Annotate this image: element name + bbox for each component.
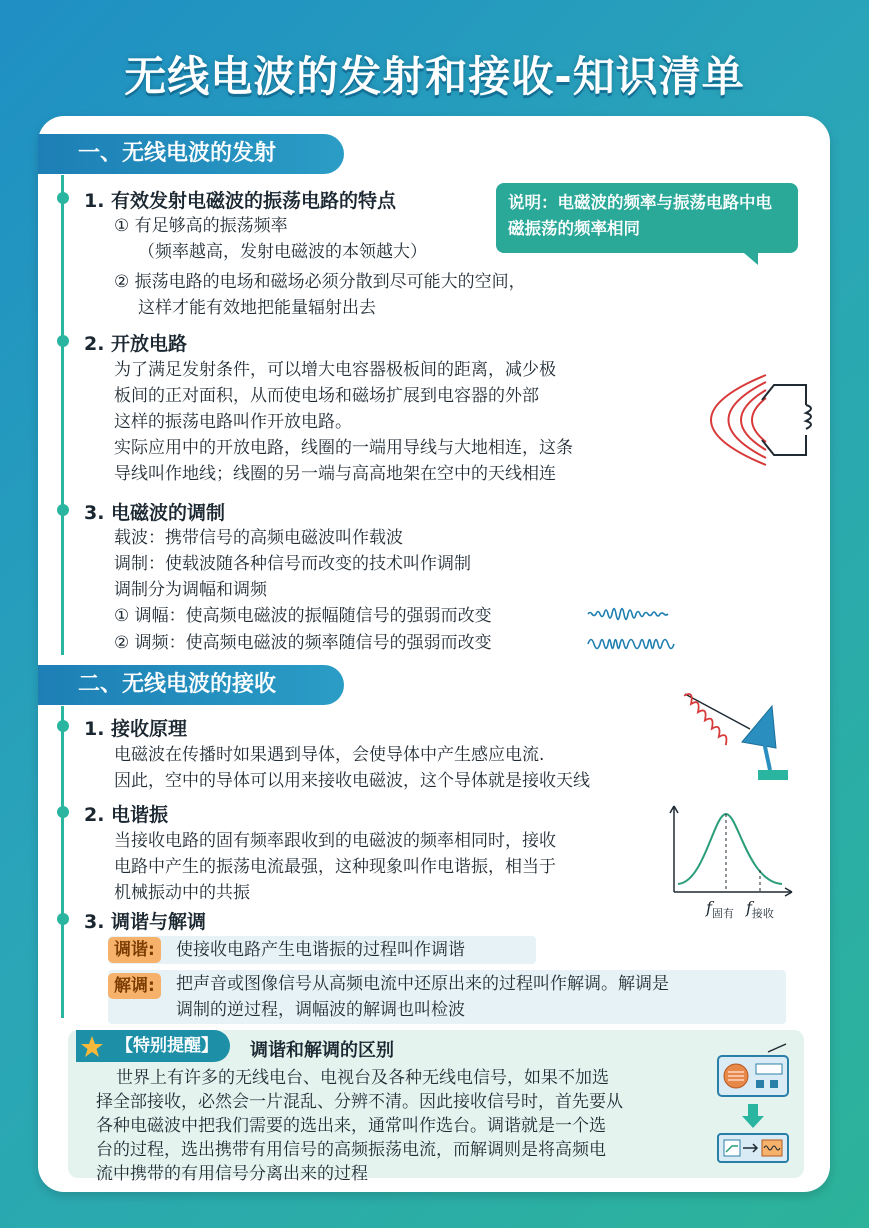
text-line: 电路中产生的振荡电流最强，这种现象叫作电谐振，相当于: [114, 857, 556, 877]
timeline-rail: [61, 175, 64, 655]
radio-tuning-illustration: [716, 1042, 792, 1166]
bullet-dot: [57, 806, 69, 818]
resonance-curve: [664, 804, 796, 894]
tip-text-line: 台的过程，选出携带有用信号的高频振荡电流，而解调则是将高频电: [96, 1140, 606, 1160]
antenna-illustration: [680, 684, 800, 788]
text-line: 机械振动中的共振: [114, 883, 250, 903]
bullet-dot: [57, 720, 69, 732]
page-title: 无线电波的发射和接收-知识清单: [124, 52, 745, 101]
text-line: 载波：携带信号的高频电磁波叫作载波: [114, 528, 403, 548]
tip-text-line: 择全部接收，必然会一片混乱、分辨不清。因此接收信号时，首先要从: [96, 1092, 623, 1112]
tag-demodulation: 解调:: [108, 973, 161, 999]
text-line: 因此，空中的导体可以用来接收电磁波，这个导体就是接收天线: [114, 771, 590, 791]
bullet-dot: [57, 192, 69, 204]
heading-resonance: 2. 电谐振: [84, 804, 169, 826]
text-line: 为了满足发射条件，可以增大电容器极板间的距离，减少极: [114, 360, 556, 380]
axis-label-f-natural: $f_{固有}$: [706, 898, 734, 921]
text-line: 这样才能有效地把能量辐射出去: [138, 298, 376, 318]
text-line: ① 调幅：使高频电磁波的振幅随信号的强弱而改变: [114, 606, 492, 626]
text-line: 把声音或图像信号从高频电流中还原出来的过程叫作解调。解调是: [176, 974, 669, 994]
am-fm-wave-icons: [588, 600, 672, 660]
heading-receive-principle: 1. 接收原理: [84, 718, 188, 740]
text-line: ① 有足够高的振荡频率: [114, 216, 288, 236]
special-reminder-tag: 【特别提醒】: [76, 1030, 230, 1062]
heading-oscillation-features: 1. 有效发射电磁波的振荡电路的特点: [84, 190, 397, 212]
note-callout: 说明：电磁波的频率与振荡电路中电磁振荡的频率相同: [496, 183, 798, 253]
text-line: 调制：使载波随各种信号而改变的技术叫作调制: [114, 554, 471, 574]
text-line: ② 调频：使高频电磁波的频率随信号的强弱而改变: [114, 633, 492, 653]
tip-text-line: 流中携带的有用信号分离出来的过程: [96, 1164, 368, 1184]
timeline-rail: [61, 706, 64, 1018]
text-line: 实际应用中的开放电路，线圈的一端用导线与大地相连，这条: [114, 438, 573, 458]
text-line: 当接收电路的固有频率跟收到的电磁波的频率相同时，接收: [114, 831, 556, 851]
heading-open-circuit: 2. 开放电路: [84, 333, 188, 355]
heading-tuning-demodulation: 3. 调谐与解调: [84, 911, 207, 933]
text-line: 电磁波在传播时如果遇到导体，会使导体中产生感应电流.: [114, 745, 545, 765]
bullet-dot: [57, 504, 69, 516]
text-line: 这样的振荡电路叫作开放电路。: [114, 412, 352, 432]
section-banner-receive: 二、无线电波的接收: [38, 665, 344, 705]
text-line: ② 振荡电路的电场和磁场必须分散到尽可能大的空间，: [114, 272, 526, 292]
tip-heading: 调谐和解调的区别: [250, 1040, 394, 1061]
text-line: 调制的逆过程，调幅波的解调也叫检波: [176, 1000, 465, 1020]
tip-text-line: 各种电磁波中把我们需要的选出来，通常叫作选台。调谐就是一个选: [96, 1116, 606, 1136]
text-line: 板间的正对面积，从而使电场和磁场扩展到电容器的外部: [114, 386, 539, 406]
bullet-dot: [57, 913, 69, 925]
open-circuit-illustration: [676, 360, 836, 480]
tag-tuning: 调谐:: [108, 937, 161, 963]
text-line: 使接收电路产生电谐振的过程叫作调谐: [176, 940, 465, 960]
section-banner-transmit: 一、无线电波的发射: [38, 134, 344, 174]
bullet-dot: [57, 335, 69, 347]
axis-label-f-received: $f_{接收}$: [746, 898, 774, 921]
text-line: （频率越高，发射电磁波的本领越大）: [138, 242, 427, 262]
text-line: 调制分为调幅和调频: [114, 580, 267, 600]
tip-text-line: 世界上有许多的无线电台、电视台及各种无线电信号，如果不加选: [116, 1068, 609, 1088]
text-line: 导线叫作地线；线圈的另一端与高高地架在空中的天线相连: [114, 464, 556, 484]
star-icon: [80, 1035, 104, 1059]
heading-modulation: 3. 电磁波的调制: [84, 502, 226, 524]
